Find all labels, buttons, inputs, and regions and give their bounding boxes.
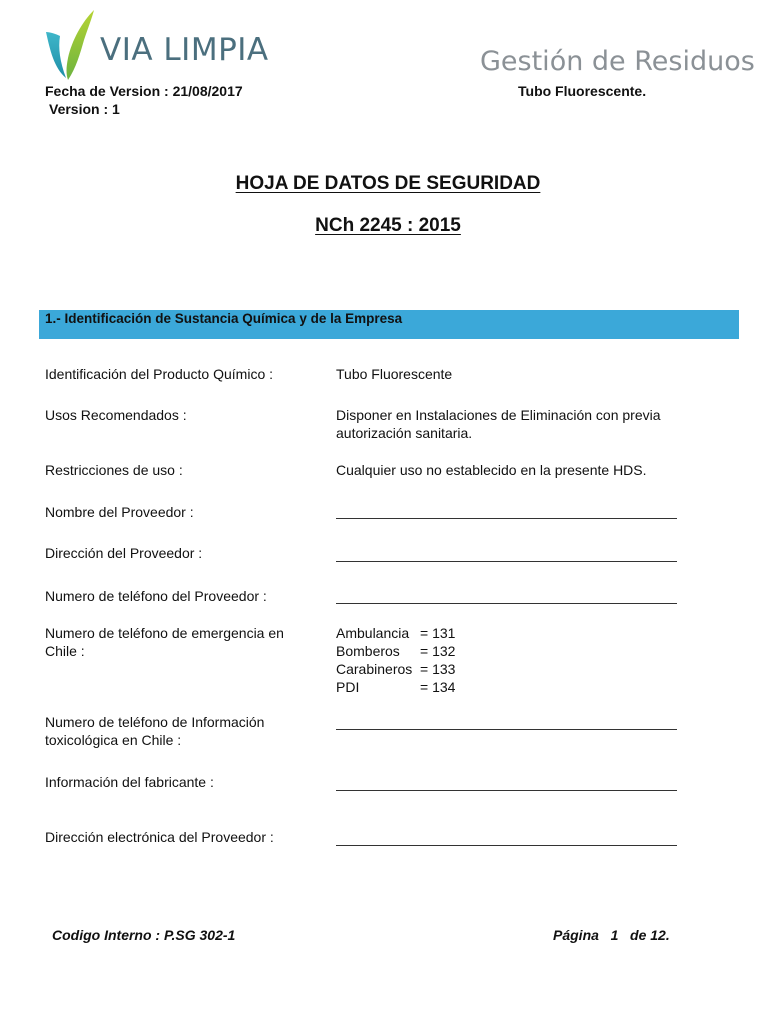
phone-number: = 132 [420, 643, 456, 659]
telefono-proveedor-blank [336, 603, 677, 604]
direccion-proveedor-blank [336, 561, 677, 562]
section-title: 1.- Identificación de Sustancia Química y de la Empresa [45, 311, 403, 326]
phone-number: = 134 [420, 679, 456, 695]
direccion-electronica-label: Dirección electrónica del Proveedor : [45, 829, 274, 845]
norm-title [0, 215, 768, 237]
norm-title-text: NCh 2245 : 2015 [315, 215, 461, 236]
usos-label: Usos Recomendados : [45, 407, 187, 423]
restricciones-value: Cualquier uso no establecido en la presente HDS. [336, 462, 647, 478]
phone-row-pdi [336, 678, 696, 696]
identificacion-value: Tubo Fluorescente [336, 366, 453, 382]
identificacion-label: Identificación del Producto Químico : [45, 366, 274, 382]
logo-wordmark: VIA LIMPIA [100, 32, 269, 68]
document-title-text: HOJA DE DATOS DE SEGURIDAD [235, 173, 541, 194]
nombre-proveedor-blank [336, 518, 677, 519]
phone-name: Ambulancia [336, 625, 410, 641]
fecha-version: Fecha de Version : 21/08/2017 [45, 83, 243, 99]
phone-name: Bomberos [336, 643, 400, 659]
version-number: Version : 1 [49, 101, 120, 117]
telefono-toxicologica-blank [336, 729, 677, 730]
phone-number: = 133 [420, 661, 456, 677]
page-number: Página 1 de 12. [553, 927, 670, 943]
phone-name: PDI [336, 679, 360, 695]
direccion-proveedor-label: Dirección del Proveedor : [45, 545, 203, 561]
brand-subtitle: Gestión de Residuos [480, 46, 755, 77]
phone-number: = 131 [420, 625, 456, 641]
nombre-proveedor-label: Nombre del Proveedor : [45, 504, 194, 520]
emergency-phone-list [336, 624, 696, 696]
direccion-electronica-blank [336, 845, 677, 846]
phone-row-bomberos [336, 642, 696, 660]
telefono-toxicologica-label: Numero de teléfono de Información toxicológica en Chile : [45, 714, 265, 748]
codigo-interno: Codigo Interno : P.SG 302-1 [52, 927, 236, 943]
restricciones-label: Restricciones de uso : [45, 462, 183, 478]
phone-row-carabineros [336, 660, 696, 678]
fabricante-label: Información del fabricante : [45, 774, 214, 790]
telefono-emergencia-label: Numero de teléfono de emergencia en Chile : [45, 625, 284, 659]
document-title [0, 173, 768, 195]
phone-name: Carabineros [336, 661, 413, 677]
usos-value: Disponer en Instalaciones de Eliminación con previa autorización sanitaria. [336, 407, 661, 441]
phone-row-ambulancia [336, 624, 696, 642]
fabricante-blank [336, 790, 677, 791]
product-header: Tubo Fluorescente. [518, 83, 647, 99]
telefono-proveedor-label: Numero de teléfono del Proveedor : [45, 588, 267, 604]
